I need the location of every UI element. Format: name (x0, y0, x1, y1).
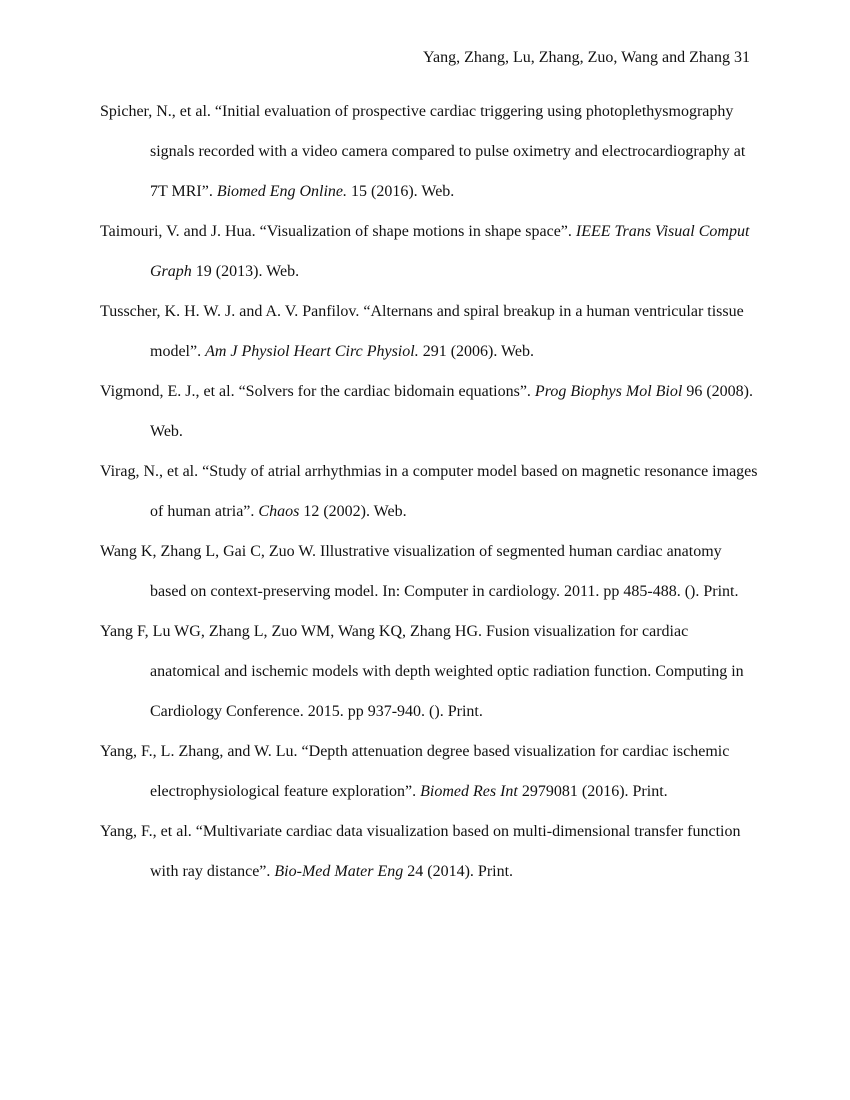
reference-journal: Bio-Med Mater Eng (274, 863, 404, 880)
reference-entry (100, 732, 760, 812)
reference-entry (100, 372, 760, 452)
reference-journal: Prog Biophys Mol Biol (534, 383, 683, 400)
reference-details: 2979081 (2016). Print. (517, 783, 668, 800)
reference-entry (100, 212, 760, 292)
reference-journal: IEEE Trans Visual Comput Graph (150, 223, 750, 280)
running-head: Yang, Zhang, Lu, Zhang, Zuo, Wang and Zhang 31 (423, 49, 750, 66)
reference-entry (100, 292, 760, 372)
reference-list (100, 92, 760, 892)
reference-details: 291 (2006). Web. (418, 343, 534, 360)
reference-entry (100, 92, 760, 212)
reference-details: 24 (2014). Print. (403, 863, 514, 880)
reference-text: Spicher, N., et al. “Initial evaluation of prospective cardiac triggering using photoplethysmography signals recorded with a video camera compared to pulse oximetry and electrocardiography at 7T MRI”. (100, 103, 746, 200)
reference-text: Vigmond, E. J., et al. “Solvers for the cardiac bidomain equations”. (100, 383, 535, 400)
reference-journal: Chaos (258, 503, 300, 520)
reference-text: Tusscher, K. H. W. J. and A. V. Panfilov. “Alternans and spiral breakup in a human ventricular tissue model”. (100, 303, 744, 360)
reference-journal: Biomed Eng Online. (216, 183, 348, 200)
reference-entry (100, 532, 760, 612)
reference-text: Virag, N., et al. “Study of atrial arrhythmias in a computer model based on magnetic resonance images of human atria”. (100, 463, 758, 520)
reference-text: Yang, F., et al. “Multivariate cardiac data visualization based on multi-dimensional transfer function with ray distance”. (100, 823, 741, 880)
reference-details: 12 (2002). Web. (299, 503, 407, 520)
reference-entry (100, 812, 760, 892)
reference-entry (100, 452, 760, 532)
reference-entry (100, 612, 760, 732)
reference-details: 15 (2016). Web. (347, 183, 455, 200)
reference-journal: Am J Physiol Heart Circ Physiol. (205, 343, 419, 360)
reference-details: 96 (2008). Web. (150, 383, 753, 440)
reference-text: Yang F, Lu WG, Zhang L, Zuo WM, Wang KQ, Zhang HG. Fusion visualization for cardiac anatomical and ischemic models with depth weighted optic radiation function. Computing in Cardiology Conference. 2015. pp 937-940. (). Print. (100, 623, 744, 720)
reference-text: Wang K, Zhang L, Gai C, Zuo W. Illustrative visualization of segmented human cardiac anatomy based on context-preserving model. In: Computer in cardiology. 2011. pp 485-488. (). Print. (100, 543, 739, 600)
reference-text: Taimouri, V. and J. Hua. “Visualization of shape motions in shape space”. (100, 223, 576, 240)
reference-text: Yang, F., L. Zhang, and W. Lu. “Depth attenuation degree based visualization for cardiac ischemic electrophysiological feature exploration”. (100, 743, 730, 800)
reference-journal: Biomed Res Int (420, 783, 518, 800)
reference-details: 19 (2013). Web. (191, 263, 300, 280)
